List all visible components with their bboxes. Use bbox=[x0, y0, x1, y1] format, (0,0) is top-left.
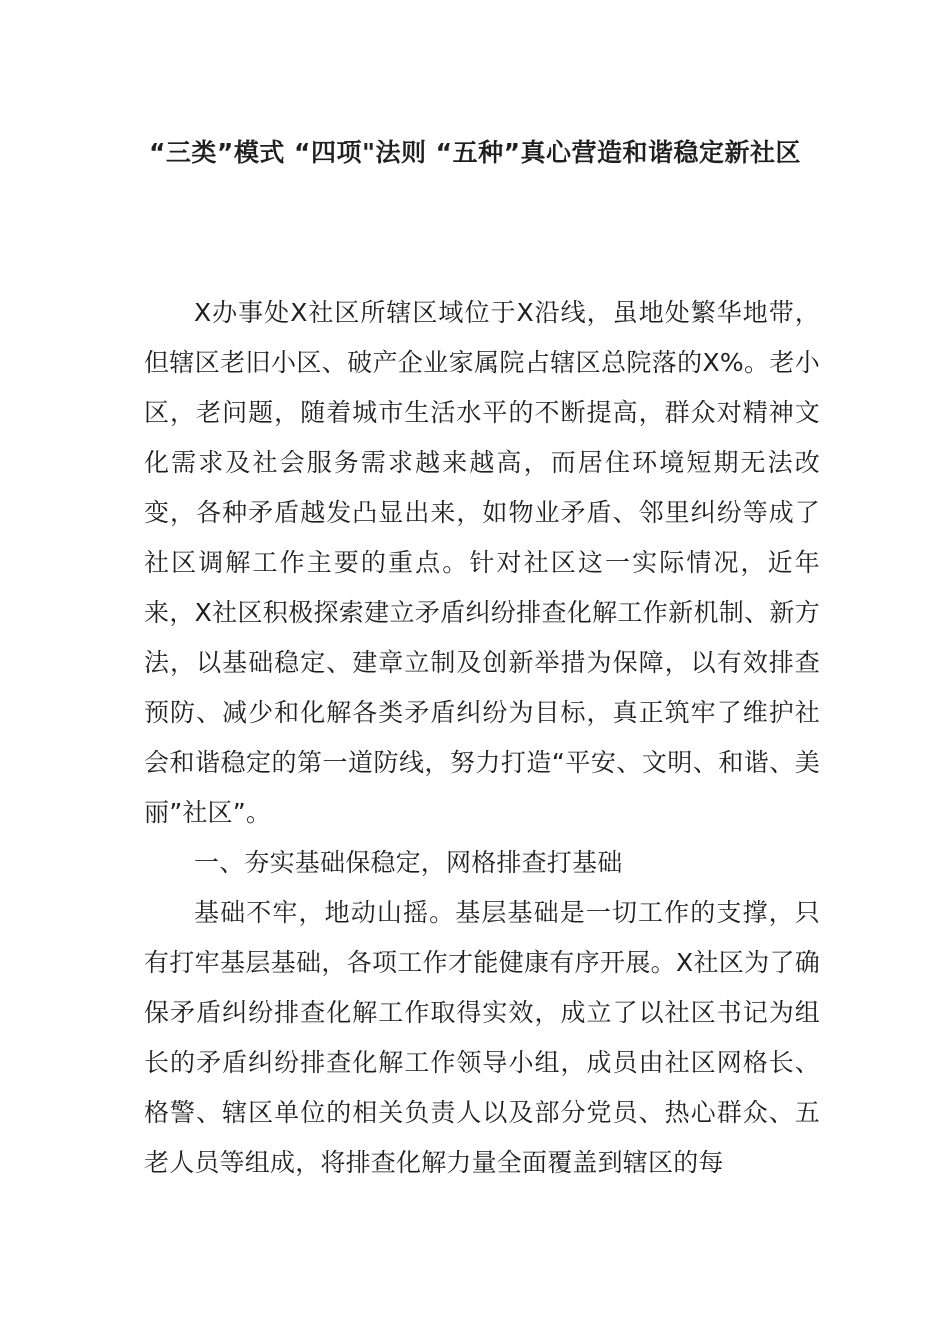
document-title: “三类”模式 “四项"法则 “五种”真心营造和谐稳定新社区 bbox=[148, 138, 802, 167]
paragraph-intro: X办事处X社区所辖区域位于X沿线，虽地处繁华地带，但辖区老旧小区、破产企业家属院占辖区总院落的X%。老小区，老问题，随着城市生活水平的不断提高，群众对精神文化需求及社会服务需求越来越高，而居住环境短期无法改变，各种矛盾越发凸显出来，如物业矛盾、邻里纠纷等成了社区调解工作主要的重点。针对社区这一实际情况，近年来，X社区积极探索建立矛盾纠纷排查化解工作新机制、新方法，以基础稳定、建章立制及创新举措为保障，以有效排查预防、减少和化解各类矛盾纠纷为目标，真正筑牢了维护社会和谐稳定的第一道防线，努力打造“平安、文明、和谐、美丽”社区”。 bbox=[144, 298, 820, 827]
paragraph-section-1: 基础不牢，地动山摇。基层基础是一切工作的支撑，只有打牢基层基础，各项工作才能健康有序开展。X社区为了确保矛盾纠纷排查化解工作取得实效，成立了以社区书记为组长的矛盾纠纷排查化解工作领导小组，成员由社区网格长、格警、辖区单位的相关负责人以及部分党员、热心群众、五老人员等组成，将排查化解力量全面覆盖到辖区的每 bbox=[144, 898, 820, 1177]
document-body bbox=[144, 288, 820, 1188]
section-heading-1: 一、夯实基础保稳定，网格排查打基础 bbox=[194, 848, 623, 877]
